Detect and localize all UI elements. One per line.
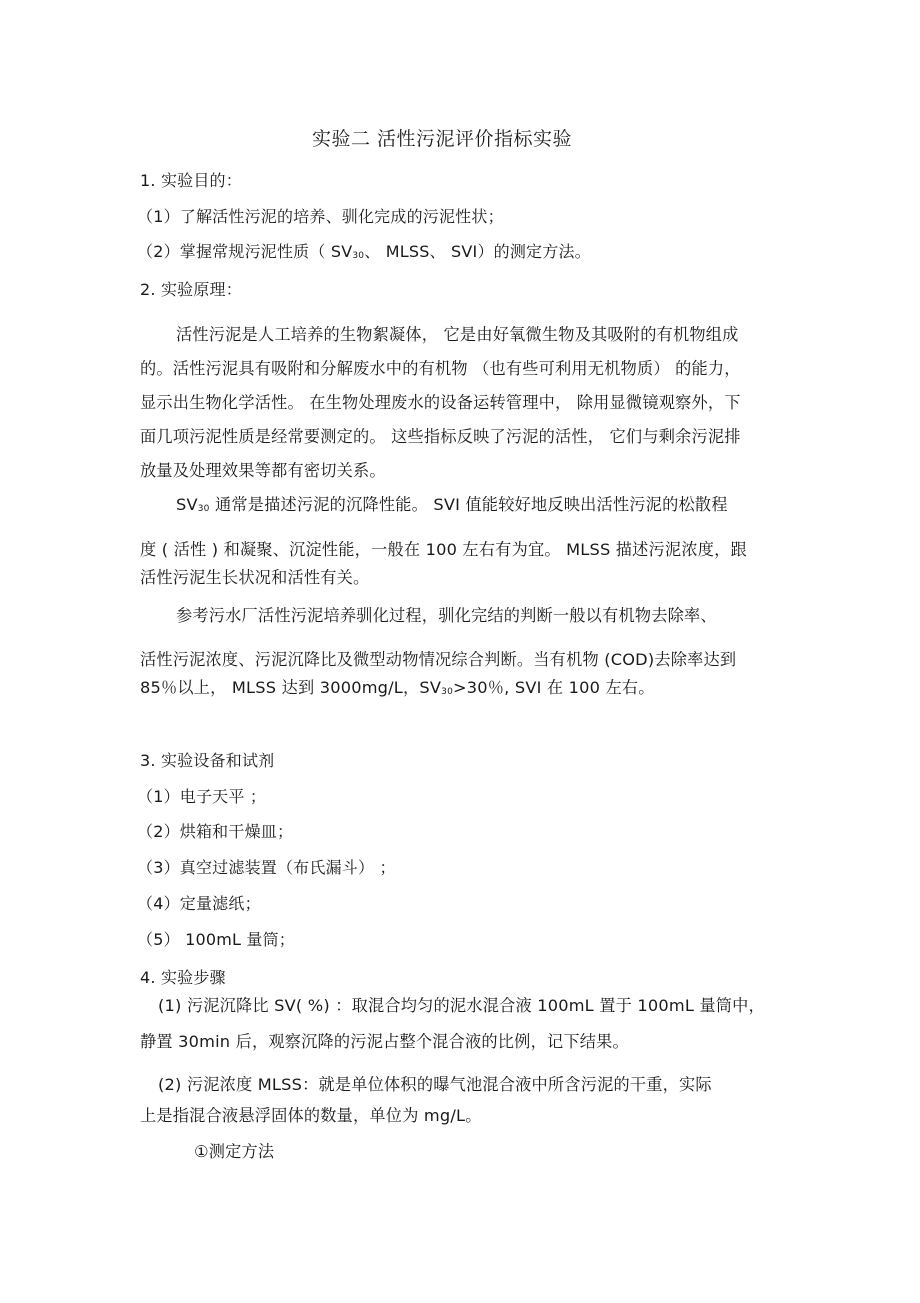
principle-para-3-line-1: 参考污水厂活性污泥培养驯化过程，驯化完结的判断一般以有机物去除率、 — [176, 606, 717, 625]
principle-para-3-line-3 — [140, 677, 655, 699]
section-1-item-2 — [137, 241, 591, 263]
principle-para-3-text-a: 85％以上， MLSS 达到 3000mg/L，SV — [140, 678, 442, 697]
principle-para-2-line-1 — [176, 494, 728, 516]
section-3-heading: 3. 实验设备和试剂 — [140, 751, 275, 770]
sv-label: SV — [176, 495, 198, 514]
sv30-subscript: 30 — [197, 504, 210, 514]
equipment-item-5: （5） 100mL 量筒； — [137, 930, 295, 949]
sv30-subscript: 30 — [352, 251, 365, 261]
principle-para-2-text: 通常是描述污泥的沉降性能。 SVI 值能较好地反映出活性污泥的松散程 — [214, 495, 728, 514]
principle-para-2-line-2: 度 ( 活性 ) 和凝聚、沉淀性能，一般在 100 左右有为宜。 MLSS 描述污泥浓度，跟 — [140, 540, 747, 559]
section-1-item-2-part-b: 、 MLSS、 SVI）的测定方法。 — [364, 242, 591, 261]
principle-para-1-line-1: 活性污泥是人工培养的生物絮凝体， 它是由好氧微生物及其吸附的有机物组成 — [176, 325, 739, 344]
section-1-heading: 1. 实验目的： — [140, 171, 242, 190]
principle-para-2-line-3: 活性污泥生长状况和活性有关。 — [140, 568, 370, 587]
equipment-item-3: （3）真空过滤装置（布氏漏斗） ； — [137, 858, 396, 877]
step-1-line-2: 静置 30min 后，观察沉降的污泥占整个混合液的比例，记下结果。 — [140, 1032, 629, 1051]
equipment-item-2: （2）烘箱和干燥皿； — [137, 822, 294, 841]
principle-para-3-line-2: 活性污泥浓度、污泥沉降比及微型动物情况综合判断。当有机物 (COD)去除率达到 — [140, 650, 737, 669]
section-2-heading: 2. 实验原理： — [140, 280, 242, 299]
section-1-item-2-part-a: （2）掌握常规污泥性质（ SV — [137, 242, 353, 261]
equipment-item-1: （1）电子天平 ； — [137, 787, 267, 806]
principle-para-3-text-b: >30％, SVI 在 100 左右。 — [453, 678, 655, 697]
principle-para-1-line-5: 放量及处理效果等都有密切关系。 — [140, 461, 386, 480]
section-1-item-1: （1）了解活性污泥的培养、驯化完成的污泥性状； — [137, 207, 504, 226]
principle-para-1-line-3: 显示出生物化学活性。 在生物处理废水的设备运转管理中， 除用显微镜观察外，下 — [140, 393, 741, 412]
equipment-item-4: （4）定量滤纸； — [137, 894, 261, 913]
section-4-heading: 4. 实验步骤 — [140, 968, 226, 987]
step-2-line-1: (2) 污泥浓度 MLSS：就是单位体积的曝气池混合液中所含污泥的干重，实际 — [158, 1075, 712, 1094]
principle-para-1-line-4: 面几项污泥性质是经常要测定的。 这些指标反映了污泥的活性， 它们与剩余污泥排 — [140, 427, 741, 446]
principle-para-1-line-2: 的。活性污泥具有吸附和分解废水中的有机物 （也有些可利用无机物质） 的能力， — [140, 359, 741, 378]
measurement-method-heading: ①测定方法 — [194, 1142, 275, 1161]
page-title: 实验二 活性污泥评价指标实验 — [312, 128, 573, 150]
sv30-subscript: 30 — [441, 687, 454, 697]
step-2-line-2: 上是指混合液悬浮固体的数量，单位为 mg/L。 — [140, 1106, 482, 1125]
step-1-line-1: (1) 污泥沉降比 SV( %) ：取混合均匀的泥水混合液 100mL 置于 100mL 量筒中， — [158, 996, 765, 1015]
